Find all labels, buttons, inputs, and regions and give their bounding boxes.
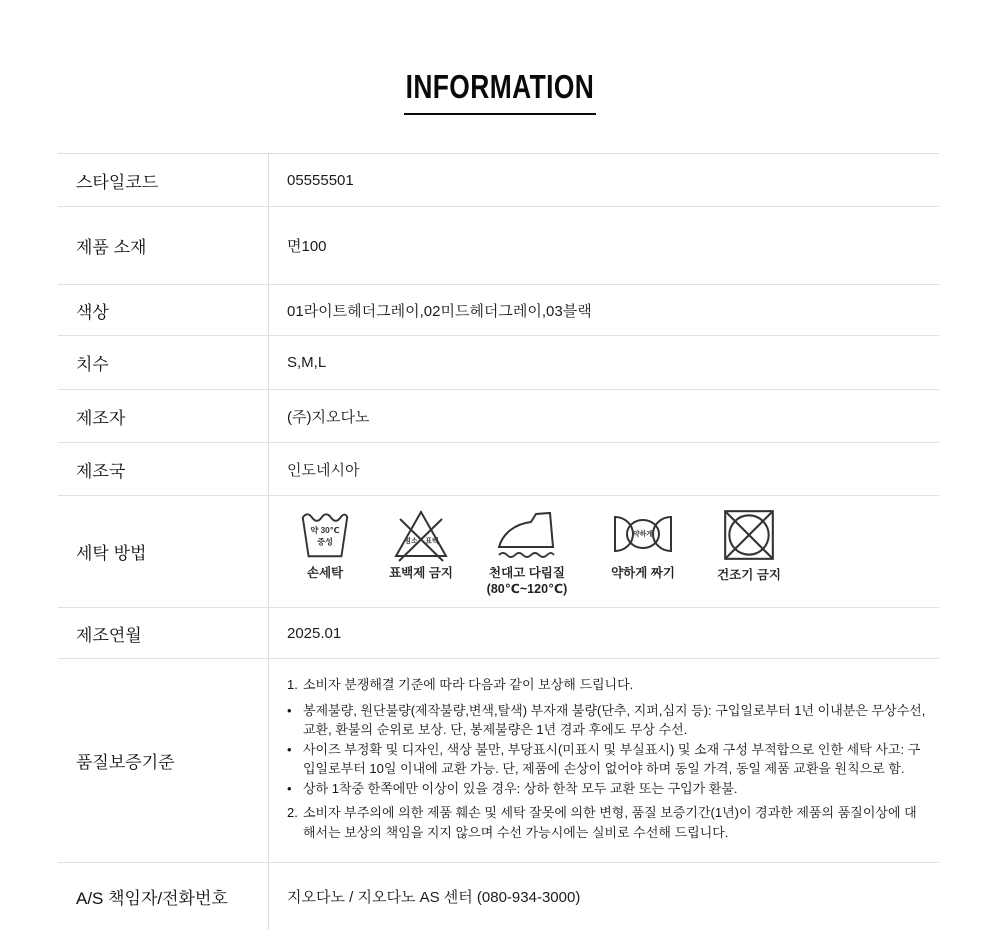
row-label: 세탁 방법 — [76, 544, 147, 564]
care-label: 천대고 다림질 (80℃~120℃) — [486, 566, 568, 596]
row-label: 치수 — [76, 355, 109, 374]
table-row-as-contact — [58, 863, 939, 930]
warranty-item: • 상하 1착중 한쪽에만 이상이 있을 경우: 상하 한착 모두 교환 또는 구입가 환불. — [287, 780, 738, 796]
row-value: 면100 — [268, 207, 939, 284]
care-label: 표백제 금지 — [389, 566, 453, 580]
row-value: 05555501 — [268, 154, 939, 206]
svg-text:약하게: 약하게 — [633, 531, 653, 538]
row-label: 스타일코드 — [76, 172, 159, 192]
svg-text:염소: 염소 — [404, 538, 418, 545]
warranty-item: 2. 소비자 부주의에 의한 제품 훼손 및 세탁 잘못에 의한 변형, 품질 보증기간(1년)이 경과한 제품의 품질이상에 대해서는 보상의 책임을 지지 않으며 수선 가능시에는 실비로 수선해 드립니다. — [287, 805, 917, 840]
care-item-no-bleach — [383, 506, 459, 582]
row-label: 제조국 — [76, 461, 126, 481]
care-item-iron — [479, 506, 575, 597]
care-icons-group — [287, 506, 787, 597]
row-value: S,M,L — [268, 336, 939, 389]
row-label: 색상 — [76, 302, 109, 322]
table-row-warranty — [58, 659, 939, 863]
table-row-size — [58, 336, 939, 390]
care-item-wring — [595, 506, 691, 582]
row-value: (주)지오다노 — [268, 390, 939, 442]
warranty-item: • 봉제불량, 원단불량(제작불량,변색,탈색) 부자재 불량(단추, 지퍼,심지 등): 구입일로부터 1년 이내분은 무상수선, 교환, 환불의 순위로 보상. 단, 봉제불량은 1년 경과 후에도 무상 수선. — [287, 702, 926, 738]
table-row-country — [58, 443, 939, 496]
care-label: 약하게 짜기 — [611, 566, 675, 580]
care-item-hand-wash — [287, 506, 363, 582]
row-label: 품질보증기준 — [76, 753, 175, 773]
wring-gently-icon — [609, 506, 677, 562]
warranty-text — [268, 659, 939, 862]
hand-wash-icon — [296, 506, 354, 562]
table-row-manufacturer — [58, 390, 939, 443]
product-info-table — [58, 153, 939, 930]
row-label: 제조연월 — [76, 625, 142, 645]
care-label: 손세탁 — [306, 566, 344, 580]
iron-with-cloth-icon — [495, 506, 559, 562]
page-title: INFORMATION — [404, 68, 596, 115]
warranty-item: • 사이즈 부정확 및 디자인, 색상 불만, 부당표시(미표시 및 부실표시) 및 소재 구성 부적합으로 인한 세탁 사고: 구입일로부터 10일 이내에 교환 가능. 단, 제품에 손상이 없어야 하며 동일 가격, 동일 제품 교환을 원칙으로 함. — [287, 741, 921, 777]
table-row-manufacture-date — [58, 608, 939, 659]
table-row-style-code — [58, 154, 939, 207]
row-label: A/S 책임자/전화번호 — [76, 889, 228, 909]
table-row-care — [58, 496, 939, 608]
care-label: 건조기 금지 — [717, 568, 781, 582]
care-icons-cell — [268, 496, 939, 607]
no-bleach-icon — [391, 506, 451, 562]
row-value: 지오다노 / 지오다노 AS 센터 (080-934-3000) — [268, 863, 939, 930]
row-value: 2025.01 — [268, 608, 939, 658]
svg-text:표백: 표백 — [425, 538, 439, 545]
row-label: 제품 소재 — [76, 238, 147, 257]
svg-text:약 30℃: 약 30℃ — [310, 526, 340, 536]
care-item-no-tumble-dry — [711, 506, 787, 584]
row-label: 제조자 — [76, 408, 126, 428]
row-value: 인도네시아 — [268, 443, 939, 495]
row-value: 01라이트헤더그레이,02미드헤더그레이,03블랙 — [268, 285, 939, 335]
no-tumble-dry-icon — [720, 506, 778, 564]
page-header — [0, 68, 1000, 115]
warranty-item: 1. 소비자 분쟁해결 기준에 따라 다음과 같이 보상해 드립니다. — [287, 677, 634, 693]
table-row-material — [58, 207, 939, 285]
table-row-color — [58, 285, 939, 336]
svg-text:중성: 중성 — [317, 537, 333, 547]
